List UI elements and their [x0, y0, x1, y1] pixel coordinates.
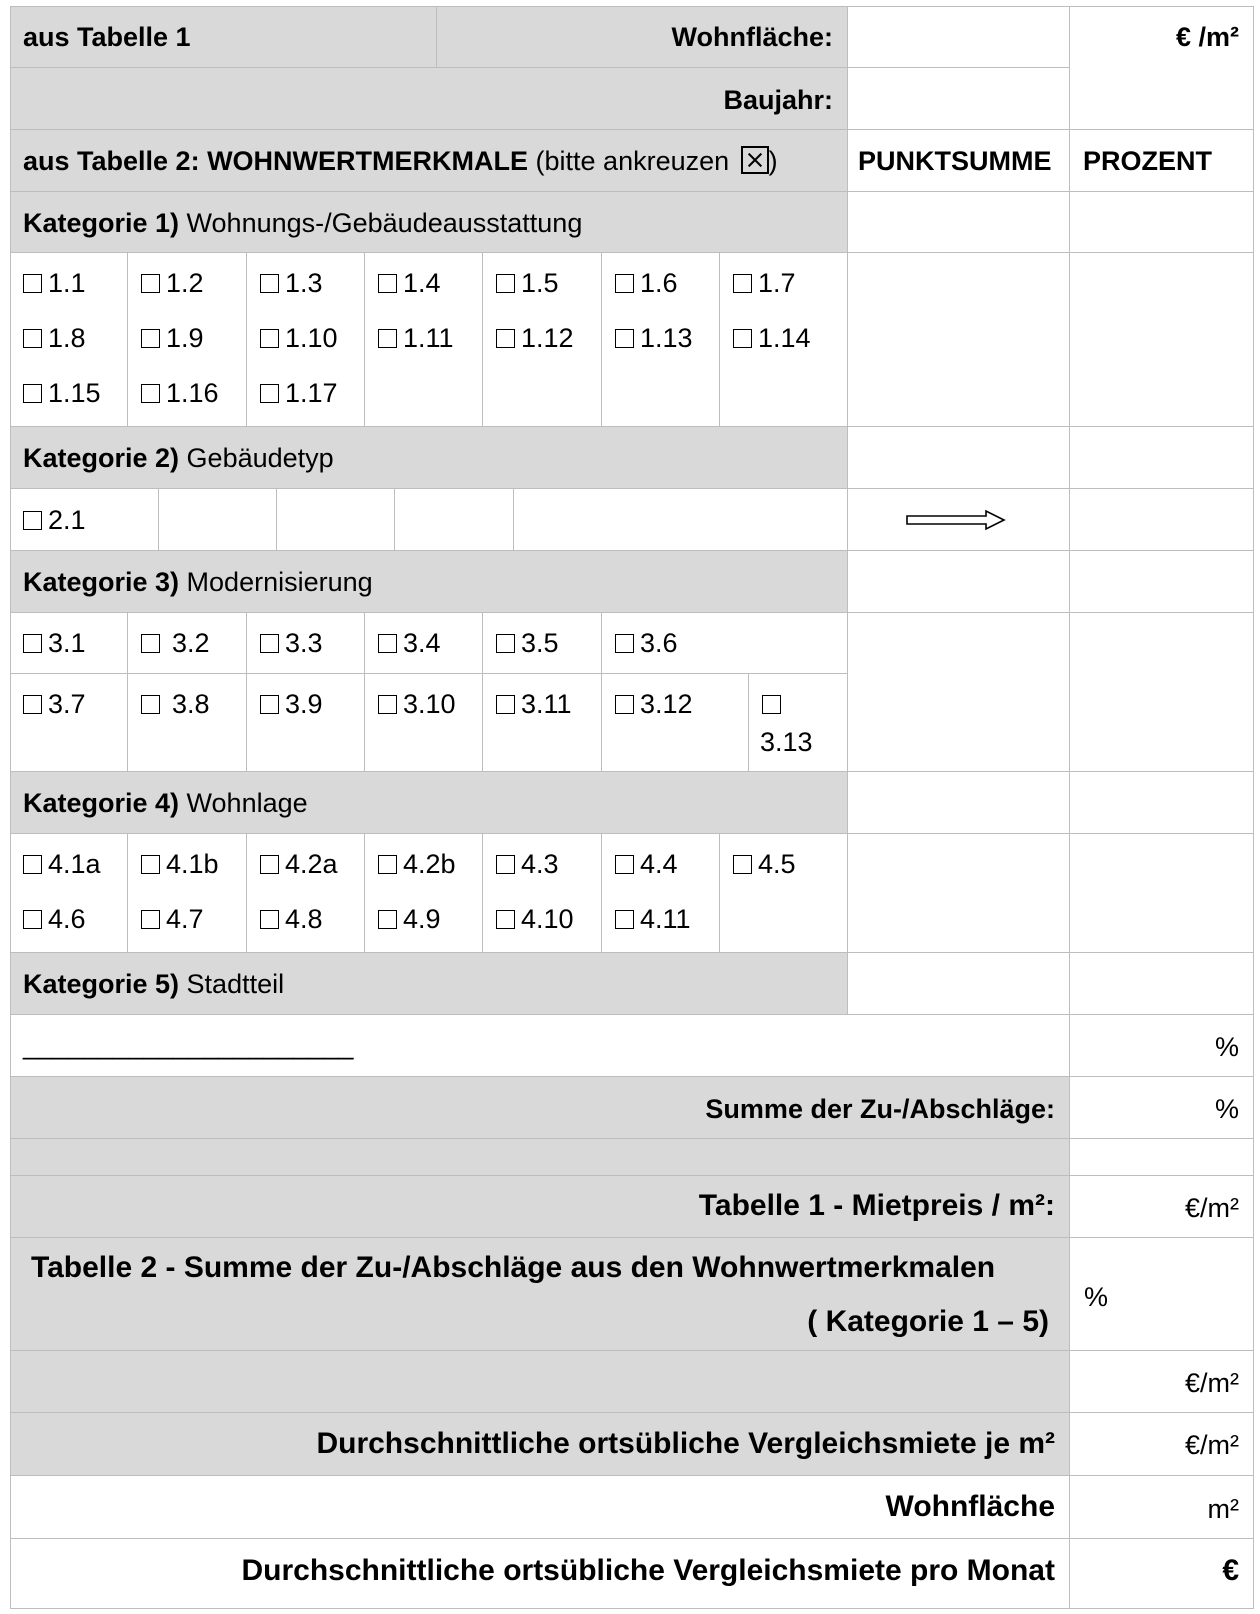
checkbox-1-17[interactable]	[260, 377, 338, 409]
checkbox-icon	[141, 695, 160, 714]
kategorie-1-text: Wohnungs-/Gebäudeausstattung	[179, 208, 583, 238]
checkbox-label: 4.1b	[166, 849, 219, 879]
checkbox-label: 3.10	[403, 689, 456, 719]
unit-eur-m2: €/m²	[1185, 1193, 1239, 1223]
kategorie-2-header	[10, 426, 848, 489]
checkbox-4-2b[interactable]	[378, 848, 456, 880]
checkbox-icon	[23, 695, 42, 714]
kategorie-2-items	[10, 488, 848, 551]
unit-eur: €	[1222, 1554, 1239, 1587]
kategorie-2-title	[23, 442, 334, 474]
wohnflaeche-summary-value[interactable]	[1069, 1475, 1254, 1539]
checkbox-4-8[interactable]	[260, 903, 323, 935]
checkbox-icon	[615, 855, 634, 874]
checkbox-icon	[733, 274, 752, 293]
kategorie-3-punkte[interactable]	[847, 550, 1070, 613]
checkbox-icon	[615, 910, 634, 929]
checkbox-label: 1.17	[285, 378, 338, 408]
kategorie-1-items-punkte[interactable]	[847, 252, 1070, 427]
checkbox-icon	[496, 329, 515, 348]
kategorie-1-header	[10, 191, 848, 253]
checkbox-1-13[interactable]	[615, 322, 693, 354]
checkbox-icon	[23, 855, 42, 874]
checkbox-label: 4.2a	[285, 849, 338, 879]
checkbox-1-7[interactable]	[733, 267, 796, 299]
checkbox-3-6[interactable]	[615, 627, 678, 659]
checkbox-label: 3.8	[172, 689, 210, 719]
kategorie-4-header	[10, 771, 848, 834]
kategorie-2-punkte[interactable]	[847, 426, 1070, 489]
tabelle2-summe-line2: ( Kategorie 1 – 5)	[807, 1305, 1049, 1338]
checkbox-label: 4.8	[285, 904, 323, 934]
summe-zuabschlaege-value[interactable]	[1069, 1076, 1254, 1139]
checkbox-1-15[interactable]	[23, 377, 101, 409]
punktsumme-header: PUNKTSUMME	[858, 146, 1052, 176]
spacer-row-value	[1069, 1138, 1254, 1176]
checkbox-icon	[260, 634, 279, 653]
checkbox-label: 3.6	[640, 628, 678, 658]
checkbox-3-5[interactable]	[496, 627, 559, 659]
tabelle2-heading-close: )	[768, 146, 778, 176]
kategorie-2-arrow-cell	[847, 488, 1070, 551]
checkbox-icon	[378, 910, 397, 929]
tabelle2-summe-label-cell	[10, 1237, 1070, 1351]
checkbox-3-9[interactable]	[260, 688, 323, 720]
stadtteil-prozent[interactable]	[1069, 1014, 1254, 1077]
kategorie-1-bold: Kategorie 1)	[23, 208, 180, 238]
checkbox-1-11[interactable]	[378, 322, 454, 354]
euro-m2-cell[interactable]	[1069, 6, 1254, 130]
checkbox-1-4[interactable]	[378, 267, 441, 299]
checkbox-label: 1.15	[48, 378, 101, 408]
kategorie-2-items-prozent[interactable]	[1069, 488, 1254, 551]
checkbox-1-1[interactable]	[23, 267, 86, 299]
percent-unit: %	[1084, 1282, 1109, 1312]
checkbox-4-2a[interactable]	[260, 848, 338, 880]
checkbox-label: 4.10	[521, 904, 574, 934]
checkbox-label: 1.6	[640, 268, 678, 298]
checkbox-label: 1.14	[758, 323, 811, 353]
kategorie-5-header	[10, 952, 848, 1015]
unit-eur-m2: €/m²	[1185, 1430, 1239, 1460]
percent-unit: %	[1214, 1032, 1239, 1062]
checkbox-icon	[733, 329, 752, 348]
summe-zuabschlaege-label: Summe der Zu-/Abschläge:	[705, 1094, 1055, 1124]
wohnflaeche-input[interactable]	[847, 6, 1070, 68]
aus-tabelle-1-label: aus Tabelle 1	[23, 22, 191, 52]
checkbox-label: 3.5	[521, 628, 559, 658]
kategorie-5-prozent[interactable]	[1069, 952, 1254, 1015]
checkbox-label: 4.4	[640, 849, 678, 879]
checkbox-label: 1.11	[403, 323, 454, 353]
checkbox-icon	[141, 384, 160, 403]
checkbox-label: 4.2b	[403, 849, 456, 879]
kategorie-4-items	[10, 833, 848, 953]
checkbox-icon	[378, 329, 397, 348]
tabelle1-mietpreis-value[interactable]	[1069, 1175, 1254, 1238]
checkbox-label: 3.7	[48, 689, 86, 719]
wohnflaeche-summary-label: Wohnfläche	[885, 1490, 1055, 1523]
kategorie-1-punkte[interactable]	[847, 191, 1070, 253]
checkbox-icon	[141, 910, 160, 929]
checkbox-icon	[23, 910, 42, 929]
vergleichsmiete-monat-label: Durchschnittliche ortsübliche Vergleichsmiete pro Monat	[241, 1554, 1055, 1587]
checkbox-4-9[interactable]	[378, 903, 441, 935]
baujahr-header-cell	[10, 67, 848, 130]
kategorie-4-title	[23, 787, 308, 819]
checkbox-label: 1.9	[166, 323, 204, 353]
checkbox-3-13[interactable]	[762, 688, 787, 720]
checkbox-label: 4.7	[166, 904, 204, 934]
kategorie-5-title	[23, 968, 284, 1000]
checkbox-1-9[interactable]	[141, 322, 204, 354]
checkbox-4-7[interactable]	[141, 903, 204, 935]
kategorie-3-items-row-a	[10, 612, 848, 674]
checkbox-label: 4.3	[521, 849, 559, 879]
wohnflaeche-label: Wohnfläche:	[671, 22, 833, 52]
checkbox-4-5[interactable]	[733, 848, 796, 880]
checkbox-3-12[interactable]	[615, 688, 693, 720]
checkbox-1-10[interactable]	[260, 322, 338, 354]
checkbox-1-12[interactable]	[496, 322, 574, 354]
kategorie-2-text: Gebäudetyp	[179, 443, 334, 473]
checkbox-label: 1.10	[285, 323, 338, 353]
checkbox-icon	[378, 855, 397, 874]
euro-m2-unit: € /m²	[1175, 22, 1239, 52]
checkbox-icon	[496, 274, 515, 293]
kategorie-4-items-punkte[interactable]	[847, 833, 1070, 953]
baujahr-input[interactable]	[847, 67, 1070, 130]
checkbox-4-3[interactable]	[496, 848, 559, 880]
kategorie-5-bold: Kategorie 5)	[23, 969, 180, 999]
tabelle1-mietpreis-label-cell	[10, 1175, 1070, 1238]
checkbox-label: 1.13	[640, 323, 693, 353]
checkbox-1-16[interactable]	[141, 377, 219, 409]
checkbox-4-1b[interactable]	[141, 848, 219, 880]
summe-zuabschlaege-label-cell	[10, 1076, 1070, 1139]
kategorie-4-text: Wohnlage	[179, 788, 308, 818]
kategorie-4-prozent[interactable]	[1069, 771, 1254, 834]
vergleichsmiete-m2-label-cell	[10, 1412, 1070, 1476]
checkbox-icon	[496, 634, 515, 653]
checkbox-icon	[378, 634, 397, 653]
checkbox-1-3[interactable]	[260, 267, 323, 299]
zwischensumme-value[interactable]	[1069, 1350, 1254, 1413]
checkbox-1-8[interactable]	[23, 322, 86, 354]
kategorie-2-prozent[interactable]	[1069, 426, 1254, 489]
checkbox-label: 3.3	[285, 628, 323, 658]
stadtteil-input[interactable]	[10, 1014, 1070, 1077]
kategorie-2-bold: Kategorie 2)	[23, 443, 180, 473]
percent-unit: %	[1214, 1094, 1239, 1124]
stadtteil-line: ______________________	[23, 1030, 354, 1060]
checkbox-icon	[496, 855, 515, 874]
checkbox-icon	[260, 384, 279, 403]
kategorie-1-items	[10, 252, 848, 427]
kategorie-1-items-prozent[interactable]	[1069, 252, 1254, 427]
checkbox-icon	[260, 274, 279, 293]
checkbox-icon	[141, 634, 160, 653]
checkbox-label: 3.1	[48, 628, 86, 658]
checkbox-icon	[378, 695, 397, 714]
unit-eur-m2: €/m²	[1185, 1368, 1239, 1398]
checkbox-icon	[496, 910, 515, 929]
checkbox-icon	[615, 274, 634, 293]
tabelle2-heading-bold: aus Tabelle 2: WOHNWERTMERKMALE	[23, 146, 529, 176]
checkbox-3-8[interactable]	[141, 688, 210, 720]
checkbox-3-3[interactable]	[260, 627, 323, 659]
kategorie-3-text: Modernisierung	[179, 567, 373, 597]
checkbox-2-1[interactable]	[23, 504, 86, 536]
checkbox-icon	[23, 329, 42, 348]
checkbox-label: 1.2	[166, 268, 204, 298]
checkbox-label: 4.9	[403, 904, 441, 934]
checkbox-label: 1.4	[403, 268, 441, 298]
vergleichsmiete-monat-label-cell	[10, 1538, 1070, 1609]
checkbox-icon	[260, 329, 279, 348]
tabelle1-mietpreis-label: Tabelle 1 - Mietpreis / m²:	[698, 1189, 1055, 1222]
checkbox-label: 1.7	[758, 268, 796, 298]
right-arrow-icon	[906, 509, 1006, 531]
checkbox-1-6[interactable]	[615, 267, 678, 299]
checkbox-label: 4.1a	[48, 849, 101, 879]
checkbox-icon	[141, 855, 160, 874]
kategorie-4-bold: Kategorie 4)	[23, 788, 180, 818]
checkbox-icon	[141, 274, 160, 293]
checkbox-icon	[496, 695, 515, 714]
checkbox-icon	[615, 695, 634, 714]
kategorie-5-punkte[interactable]	[847, 952, 1070, 1015]
tabelle2-heading-text: (bitte ankreuzen	[528, 146, 737, 176]
kategorie-4-items-prozent[interactable]	[1069, 833, 1254, 953]
checkbox-3-13-label: 3.13	[760, 727, 813, 757]
checkbox-label: 2.1	[48, 505, 86, 535]
kategorie-1-prozent[interactable]	[1069, 191, 1254, 253]
checkbox-icon	[23, 511, 42, 530]
checkbox-4-4[interactable]	[615, 848, 678, 880]
tabelle2-heading	[23, 145, 778, 177]
kategorie-3-title	[23, 566, 373, 598]
kategorie-3-prozent[interactable]	[1069, 550, 1254, 613]
checkbox-label: 1.1	[48, 268, 86, 298]
kategorie-5-text: Stadtteil	[179, 969, 285, 999]
header-left-cell	[10, 6, 437, 68]
checkbox-label: 1.8	[48, 323, 86, 353]
kategorie-3-bold: Kategorie 3)	[23, 567, 180, 597]
checkbox-4-6[interactable]	[23, 903, 86, 935]
prozent-header: PROZENT	[1083, 146, 1213, 176]
unit-m2: m²	[1207, 1494, 1239, 1524]
checkbox-4-11[interactable]	[615, 903, 691, 935]
checkbox-icon	[615, 329, 634, 348]
checkbox-icon	[260, 910, 279, 929]
checkbox-label: 1.16	[166, 378, 219, 408]
checkbox-label: 4.11	[640, 904, 691, 934]
checkbox-icon	[260, 855, 279, 874]
kategorie-3-items-row-b	[10, 673, 848, 772]
checkbox-label: 1.3	[285, 268, 323, 298]
spacer-row	[10, 1138, 1070, 1176]
kategorie-3-items-punkte[interactable]	[847, 612, 1070, 772]
checkbox-icon	[378, 274, 397, 293]
checkbox-icon	[615, 634, 634, 653]
checkbox-icon	[733, 855, 752, 874]
mietspiegel-form	[10, 6, 1254, 1609]
checkbox-3-7[interactable]	[23, 688, 86, 720]
checkbox-label: 3.9	[285, 689, 323, 719]
zwischensumme-label-cell	[10, 1350, 1070, 1413]
checked-box-icon	[741, 146, 769, 174]
kategorie-4-punkte[interactable]	[847, 771, 1070, 834]
prozent-header-cell	[1069, 129, 1254, 192]
checkbox-label: 1.12	[521, 323, 574, 353]
checkbox-3-1[interactable]	[23, 627, 86, 659]
wohnflaeche-header-cell	[436, 6, 848, 68]
checkbox-label: 3.12	[640, 689, 693, 719]
checkbox-label: 3.4	[403, 628, 441, 658]
vergleichsmiete-monat-value[interactable]	[1069, 1538, 1254, 1609]
checkbox-icon	[762, 695, 781, 714]
checkbox-1-2[interactable]	[141, 267, 204, 299]
checkbox-icon	[23, 384, 42, 403]
checkbox-3-4[interactable]	[378, 627, 441, 659]
punktsumme-header-cell	[847, 129, 1070, 192]
checkbox-label: 1.5	[521, 268, 559, 298]
checkbox-icon	[260, 695, 279, 714]
checkbox-3-2[interactable]	[141, 627, 210, 659]
wohnflaeche-summary-label-cell	[10, 1475, 1070, 1539]
vergleichsmiete-m2-label: Durchschnittliche ortsübliche Vergleichsmiete je m²	[316, 1427, 1055, 1460]
checkbox-label: 4.6	[48, 904, 86, 934]
checkbox-icon	[23, 274, 42, 293]
baujahr-label: Baujahr:	[723, 85, 833, 115]
checkbox-icon	[141, 329, 160, 348]
checkbox-3-10[interactable]	[378, 688, 456, 720]
checkbox-label: 4.5	[758, 849, 796, 879]
kategorie-3-items-prozent[interactable]	[1069, 612, 1254, 772]
checkbox-1-14[interactable]	[733, 322, 811, 354]
kategorie-1-title	[23, 207, 582, 239]
vergleichsmiete-m2-value[interactable]	[1069, 1412, 1254, 1476]
tabelle2-heading-cell	[10, 129, 848, 192]
checkbox-4-1a[interactable]	[23, 848, 101, 880]
kategorie-3-header	[10, 550, 848, 613]
checkbox-icon	[23, 634, 42, 653]
checkbox-label: 3.2	[172, 628, 210, 658]
checkbox-3-11[interactable]	[496, 688, 572, 720]
checkbox-1-5[interactable]	[496, 267, 559, 299]
checkbox-label: 3.11	[521, 689, 572, 719]
checkbox-4-10[interactable]	[496, 903, 574, 935]
tabelle2-summe-line1: Tabelle 2 - Summe der Zu-/Abschläge aus den Wohnwertmerkmalen	[31, 1251, 996, 1284]
tabelle2-summe-value[interactable]	[1069, 1237, 1254, 1351]
